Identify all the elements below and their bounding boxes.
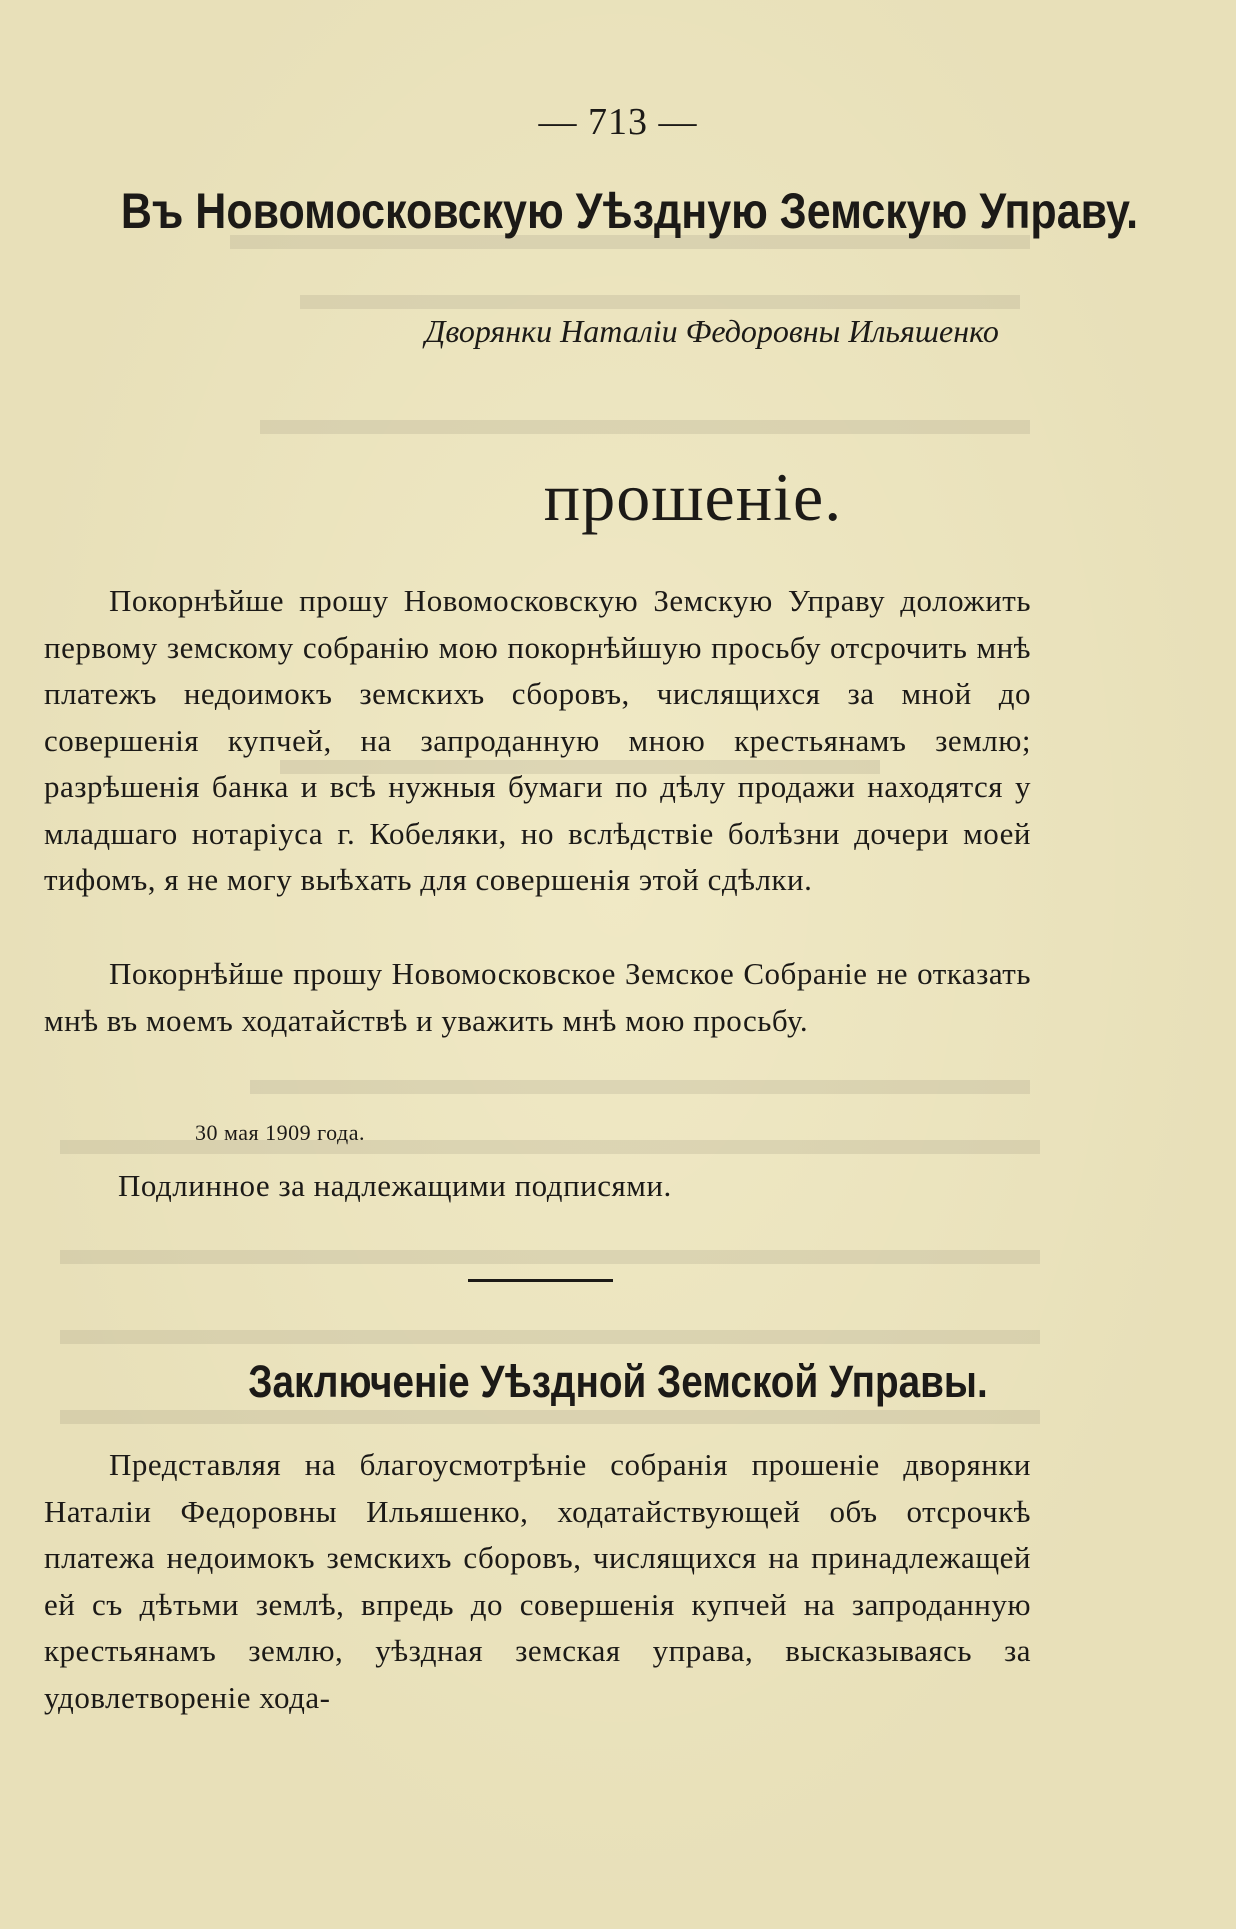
petition-paragraph-2 [44, 951, 1031, 1044]
addressee-heading: Въ Новомосковскую Уѣздную Земскую Управу. [120, 183, 1139, 239]
page-number: — 713 — [538, 101, 698, 143]
conclusion-paragraph-text: Представляя на благоусмотрѣніе собранія прошеніе дворянки Наталіи Федоровны Ильяшенко, ходатайствующей объ отсрочкѣ платежа недоимокъ земскихъ сборовъ, числящихся на принадлежащей ей съ дѣтьми землѣ, впредь до совершенія купчей на запроданную крестьянамъ землю, уѣздная земская управа, высказываясь за удовлетвореніе хода- [44, 1447, 1031, 1715]
document-title: прошеніе. [543, 459, 843, 535]
petition-paragraph-1 [44, 578, 1031, 904]
sender-line: Дворянки Наталіи Федоровны Ильяшенко [425, 313, 999, 349]
petition-paragraph-1-text: Покорнѣйше прошу Новомосковскую Земскую Управу доложить первому земскому собранію мою покорнѣйшую просьбу отсрочить мнѣ платежъ недоимокъ земскихъ сборовъ, числящихся за мной до совершенія купчей, на запроданную мною крестьянамъ землю; разрѣшенія банка и всѣ нужныя бумаги по дѣлу продажи находятся у младшаго нотаріуса г. Кобеляки, но вслѣдствіе болѣзни дочери моей тифомъ, я не могу выѣхать для совершенія этой сдѣлки. [44, 583, 1031, 897]
conclusion-heading: Заключеніе Уѣздной Земской Управы. [248, 1356, 988, 1407]
section-divider [468, 1279, 613, 1282]
petition-date: 30 мая 1909 года. [195, 1120, 365, 1145]
petition-paragraph-2-text: Покорнѣйше прошу Новомосковское Земское Собраніе не отказать мнѣ въ моемъ ходатайствѣ и уважить мнѣ мою просьбу. [44, 956, 1031, 1038]
conclusion-paragraph [44, 1442, 1031, 1721]
signature-note: Подлинное за надлежащими подписями. [118, 1168, 672, 1203]
